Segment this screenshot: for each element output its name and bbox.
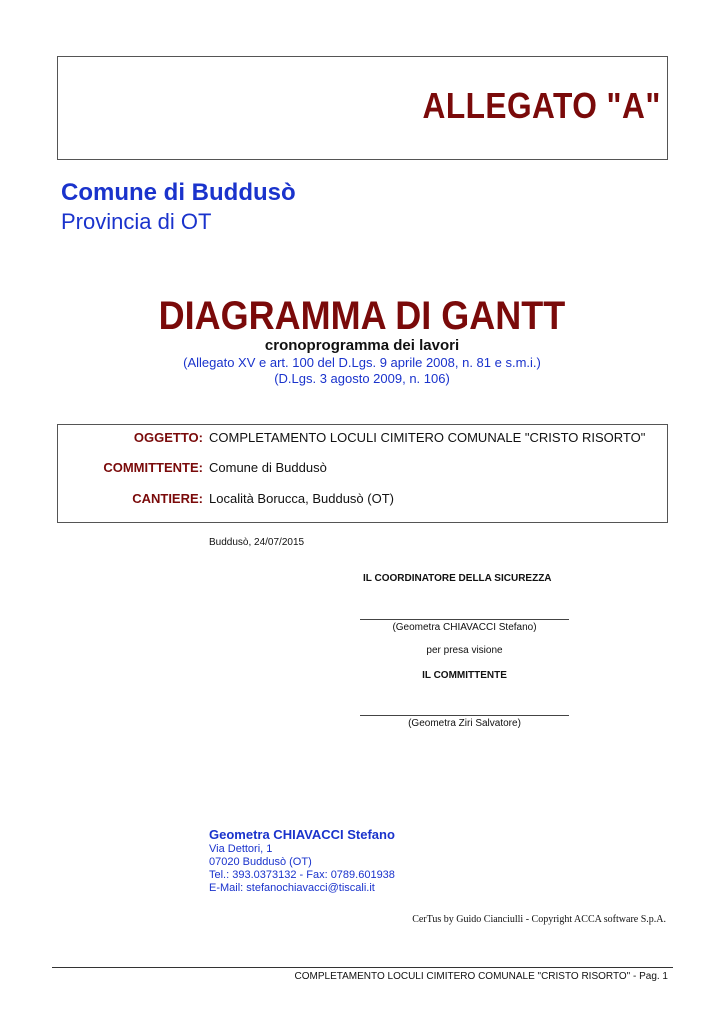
presa-visione-text: per presa visione xyxy=(426,645,503,656)
software-credit: CerTus by Guido Cianciulli - Copyright ACCA software S.p.A. xyxy=(412,914,666,925)
cantiere-value: Località Borucca, Buddusò (OT) xyxy=(209,491,394,506)
cantiere-label: CANTIERE: xyxy=(132,491,203,506)
oggetto-value: COMPLETAMENTO LOCULI CIMITERO COMUNALE "CRISTO RISORTO" xyxy=(209,430,646,445)
oggetto-label: OGGETTO: xyxy=(133,430,203,445)
studio-name: Geometra CHIAVACCI Stefano xyxy=(209,827,395,842)
committente-value: Comune di Buddusò xyxy=(209,460,327,475)
footer-text: COMPLETAMENTO LOCULI CIMITERO COMUNALE "CRISTO RISORTO" - Pag. 1 xyxy=(294,971,668,982)
document-subtitle: cronoprogramma dei lavori xyxy=(264,337,460,354)
studio-city: 07020 Buddusò (OT) xyxy=(209,856,312,868)
comune-name: Comune di Buddusò xyxy=(61,179,296,206)
document-title xyxy=(0,294,724,339)
studio-phone: Tel.: 393.0373132 - Fax: 0789.601938 xyxy=(209,869,395,881)
committente-signature-line xyxy=(360,715,569,716)
committente-title: IL COMMITTENTE xyxy=(422,670,507,681)
studio-email: E-Mail: stefanochiavacci@tiscali.it xyxy=(209,882,375,894)
coordinator-title: IL COORDINATORE DELLA SICUREZZA xyxy=(363,573,552,584)
allegato-title: ALLEGATO "A" xyxy=(422,85,661,126)
coordinator-name: (Geometra CHIAVACCI Stefano) xyxy=(392,622,537,633)
header-box xyxy=(57,56,668,160)
studio-address: Via Dettori, 1 xyxy=(209,843,273,855)
legal-reference-2: (D.Lgs. 3 agosto 2009, n. 106) xyxy=(274,371,450,386)
committente-label: COMMITTENTE: xyxy=(103,460,203,475)
committente-name: (Geometra Ziri Salvatore) xyxy=(408,718,521,729)
document-title-text: DIAGRAMMA DI GANTT xyxy=(158,294,566,338)
footer-divider xyxy=(52,967,673,968)
legal-reference-1: (Allegato XV e art. 100 del D.Lgs. 9 aprile 2008, n. 81 e s.m.i.) xyxy=(183,355,541,370)
place-date: Buddusò, 24/07/2015 xyxy=(209,537,305,548)
project-info-box xyxy=(57,424,668,523)
provincia-name: Provincia di OT xyxy=(61,209,212,234)
coordinator-signature-line xyxy=(360,619,569,620)
